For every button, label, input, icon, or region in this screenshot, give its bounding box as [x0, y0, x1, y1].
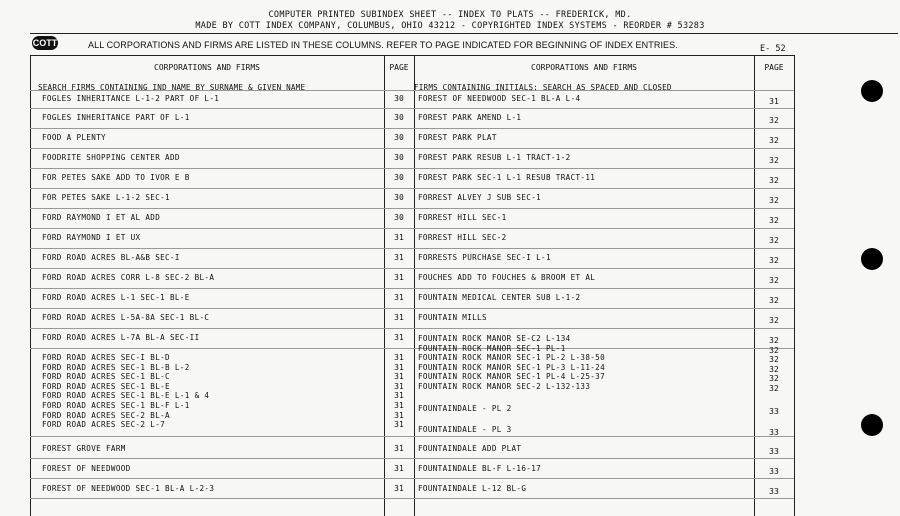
list-item: FORD ROAD ACRES CORR L-8 SEC-2 BL-A [42, 273, 215, 282]
row-separator [30, 208, 794, 209]
row-separator [30, 148, 794, 149]
row-separator [30, 228, 794, 229]
list-item: FOODRITE SHOPPING CENTER ADD [42, 153, 180, 162]
right-page-heading: PAGE [764, 63, 784, 72]
row-separator [30, 288, 794, 289]
page-number: 32 [769, 156, 779, 165]
column-divider [794, 55, 795, 516]
list-item: FOUNTAIN MILLS [418, 313, 487, 322]
page-number: 31 [394, 353, 404, 362]
left-column-heading: CORPORATIONS AND FIRMS [154, 63, 260, 72]
page-number: 30 [394, 173, 404, 182]
page-number: 32 [769, 374, 779, 384]
page-number: 30 [394, 193, 404, 202]
list-item: FOUNTAIN MEDICAL CENTER SUB L-1-2 [418, 293, 581, 302]
list-item: FORD ROAD ACRES SEC-1 BL-E [42, 381, 170, 391]
page-number: 32 [769, 196, 779, 205]
row-separator [30, 90, 794, 91]
punch-hole-icon [861, 248, 883, 270]
header-publisher: MADE BY COTT INDEX COMPANY, COLUMBUS, OHIO 43212 - COPYRIGHTED INDEX SYSTEMS - REORDER # 53283 [195, 21, 705, 31]
page-number: 30 [394, 133, 404, 142]
row-separator [30, 348, 794, 349]
list-item: FORD RAYMOND I ET AL ADD [42, 213, 161, 222]
list-item: FOREST OF NEEDWOOD [42, 464, 131, 473]
list-item: FOREST PARK SEC-1 L-1 RESUB TRACT-11 [418, 173, 596, 182]
page-number: 31 [394, 233, 404, 242]
list-item: FOUNTAINDALE BL-F L-16-17 [418, 464, 542, 473]
row-separator [30, 188, 794, 189]
list-item: FOUCHES ADD TO FOUCHES & BROOM ET AL [418, 273, 596, 282]
punch-hole-icon [861, 414, 883, 436]
page-number: 30 [394, 94, 404, 103]
list-item: FORREST HILL SEC-2 [418, 233, 507, 242]
list-item: FOUNTAIN ROCK MANOR SEC-2 L-132-133 [418, 382, 591, 391]
page-number: 31 [394, 372, 404, 382]
row-separator [30, 478, 794, 479]
left-subheading: SEARCH FIRMS CONTAINING IND NAME BY SURNAME & GIVEN NAME [38, 83, 306, 92]
list-item: FORREST HILL SEC-1 [418, 213, 507, 222]
row-separator [30, 498, 794, 499]
list-item: FORD ROAD ACRES SEC-1 BL-E L-1 & 4 [42, 391, 210, 401]
row-separator [30, 308, 794, 309]
list-item: FOUNTAINDALE - PL 3 [418, 425, 512, 434]
page-number: 33 [769, 428, 779, 437]
list-item: FORREST ALVEY J SUB SEC-1 [418, 193, 542, 202]
list-item: FOGLES INHERITANCE L-1-2 PART OF L-1 [42, 94, 220, 103]
list-item: FOUNTAIN ROCK MANOR SE-C2 L-134 [418, 334, 571, 343]
list-item: FOUNTAINDALE - PL 2 [418, 404, 512, 413]
list-item: FORD ROAD ACRES L-5A-8A SEC-1 BL-C [42, 313, 210, 322]
list-item: FORD ROAD ACRES SEC-1 BL-C [42, 372, 170, 382]
page-number: 32 [769, 236, 779, 245]
list-item: FOUNTAIN ROCK MANOR SEC-1 PL-4 L-25-37 [418, 372, 606, 382]
row-separator [30, 458, 794, 459]
row-separator [30, 436, 794, 437]
page-number: 32 [769, 364, 779, 374]
page-number: 32 [769, 345, 779, 355]
page-number: 32 [769, 316, 779, 325]
list-item: FOREST PARK RESUB L-1 TRACT-1-2 [418, 153, 571, 162]
list-item: FOUNTAINDALE L-12 BL-G [418, 484, 527, 493]
page-number: 32 [769, 256, 779, 265]
page-number: 32 [769, 176, 779, 185]
list-item: FOR PETES SAKE ADD TO IVOR E B [42, 173, 190, 182]
list-item: FORD ROAD ACRES BL-A&B SEC-I [42, 253, 180, 262]
list-item: FOUNTAINDALE ADD PLAT [418, 444, 522, 453]
page-number: 33 [769, 447, 779, 456]
sheet-number: E- 52 [760, 44, 786, 54]
page-number: 31 [394, 333, 404, 342]
cott-logo-icon: COTT [32, 38, 58, 48]
page-number: 31 [394, 410, 404, 420]
right-subheading: FIRMS CONTAINING INITIALS: SEARCH AS SPACED AND CLOSED [414, 83, 672, 92]
list-item: FORD ROAD ACRES SEC-I BL-D [42, 353, 170, 362]
page-number: 31 [394, 484, 404, 493]
page-number: 32 [769, 216, 779, 225]
list-item: FORD RAYMOND I ET UX [42, 233, 141, 242]
page-number: 32 [769, 296, 779, 305]
list-item: FOGLES INHERITANCE PART OF L-1 [42, 113, 190, 122]
header-title: COMPUTER PRINTED SUBINDEX SHEET -- INDEX TO PLATS -- FREDERICK, MD. [268, 10, 632, 20]
page-number: 32 [769, 276, 779, 285]
page-number: 33 [769, 487, 779, 496]
list-item: FORD ROAD ACRES SEC-1 BL-F L-1 [42, 401, 190, 410]
page-number: 31 [394, 464, 404, 473]
list-item: FOREST OF NEEDWOOD SEC-1 BL-A L-4 [418, 94, 581, 103]
page-number: 30 [394, 153, 404, 162]
page-number: 31 [394, 313, 404, 322]
list-item: FOREST GROVE FARM [42, 444, 126, 453]
page-number: 33 [769, 467, 779, 476]
row-separator [30, 128, 794, 129]
left-page-heading: PAGE [389, 63, 409, 72]
list-item: FOREST PARK PLAT [418, 133, 497, 142]
page-number: 31 [394, 401, 404, 410]
punch-hole-icon [861, 80, 883, 102]
page-number: 31 [394, 362, 404, 372]
page-number: 33 [769, 407, 779, 416]
list-item: FOREST PARK AMEND L-1 [418, 113, 522, 122]
list-item: FOOD A PLENTY [42, 133, 106, 142]
page-number: 31 [394, 420, 404, 430]
header-divider [30, 33, 898, 34]
page-number: 30 [394, 113, 404, 122]
list-item: FORD ROAD ACRES SEC-2 L-7 [42, 420, 166, 430]
page-number: 32 [769, 384, 779, 393]
page-number: 32 [769, 136, 779, 145]
page-number: 31 [394, 391, 404, 401]
list-item: FORD ROAD ACRES L-1 SEC-1 BL-E [42, 293, 190, 302]
notice-text: ALL CORPORATIONS AND FIRMS ARE LISTED IN THESE COLUMNS. REFER TO PAGE INDICATED FOR BEGINNING OF INDEX ENTRIES. [88, 40, 678, 50]
row-separator [30, 168, 794, 169]
list-item: FORD ROAD ACRES L-7A BL-A SEC-II [42, 333, 200, 342]
page-number: 31 [394, 293, 404, 302]
list-item: FOR PETES SAKE L-1-2 SEC-1 [42, 193, 170, 202]
right-column-heading: CORPORATIONS AND FIRMS [531, 63, 637, 72]
page-number: 31 [394, 381, 404, 391]
page-number: 31 [394, 253, 404, 262]
page-number: 32 [769, 336, 779, 345]
row-separator [30, 248, 794, 249]
page-number: 30 [394, 213, 404, 222]
row-separator [30, 328, 794, 329]
list-item: FOUNTAIN ROCK MANOR SEC-1 PL-2 L-38-50 [418, 353, 606, 363]
list-item: FOREST OF NEEDWOOD SEC-1 BL-A L-2-3 [42, 484, 215, 493]
list-item: FOUNTAIN ROCK MANOR SEC-1 PL-1 [418, 343, 566, 353]
list-item: FORD ROAD ACRES SEC-2 BL-A [42, 410, 170, 420]
row-separator [30, 108, 794, 109]
page-number: 32 [769, 355, 779, 365]
page-number: 31 [394, 444, 404, 453]
page-number: 31 [769, 97, 779, 106]
column-divider [754, 55, 755, 516]
list-item: FORD ROAD ACRES SEC-1 BL-B L-2 [42, 362, 190, 372]
page-number: 31 [394, 273, 404, 282]
list-item: FOUNTAIN ROCK MANOR SEC-1 PL-3 L-11-24 [418, 362, 606, 372]
list-item: FORRESTS PURCHASE SEC-I L-1 [418, 253, 551, 262]
row-separator [30, 268, 794, 269]
page-number: 32 [769, 116, 779, 125]
